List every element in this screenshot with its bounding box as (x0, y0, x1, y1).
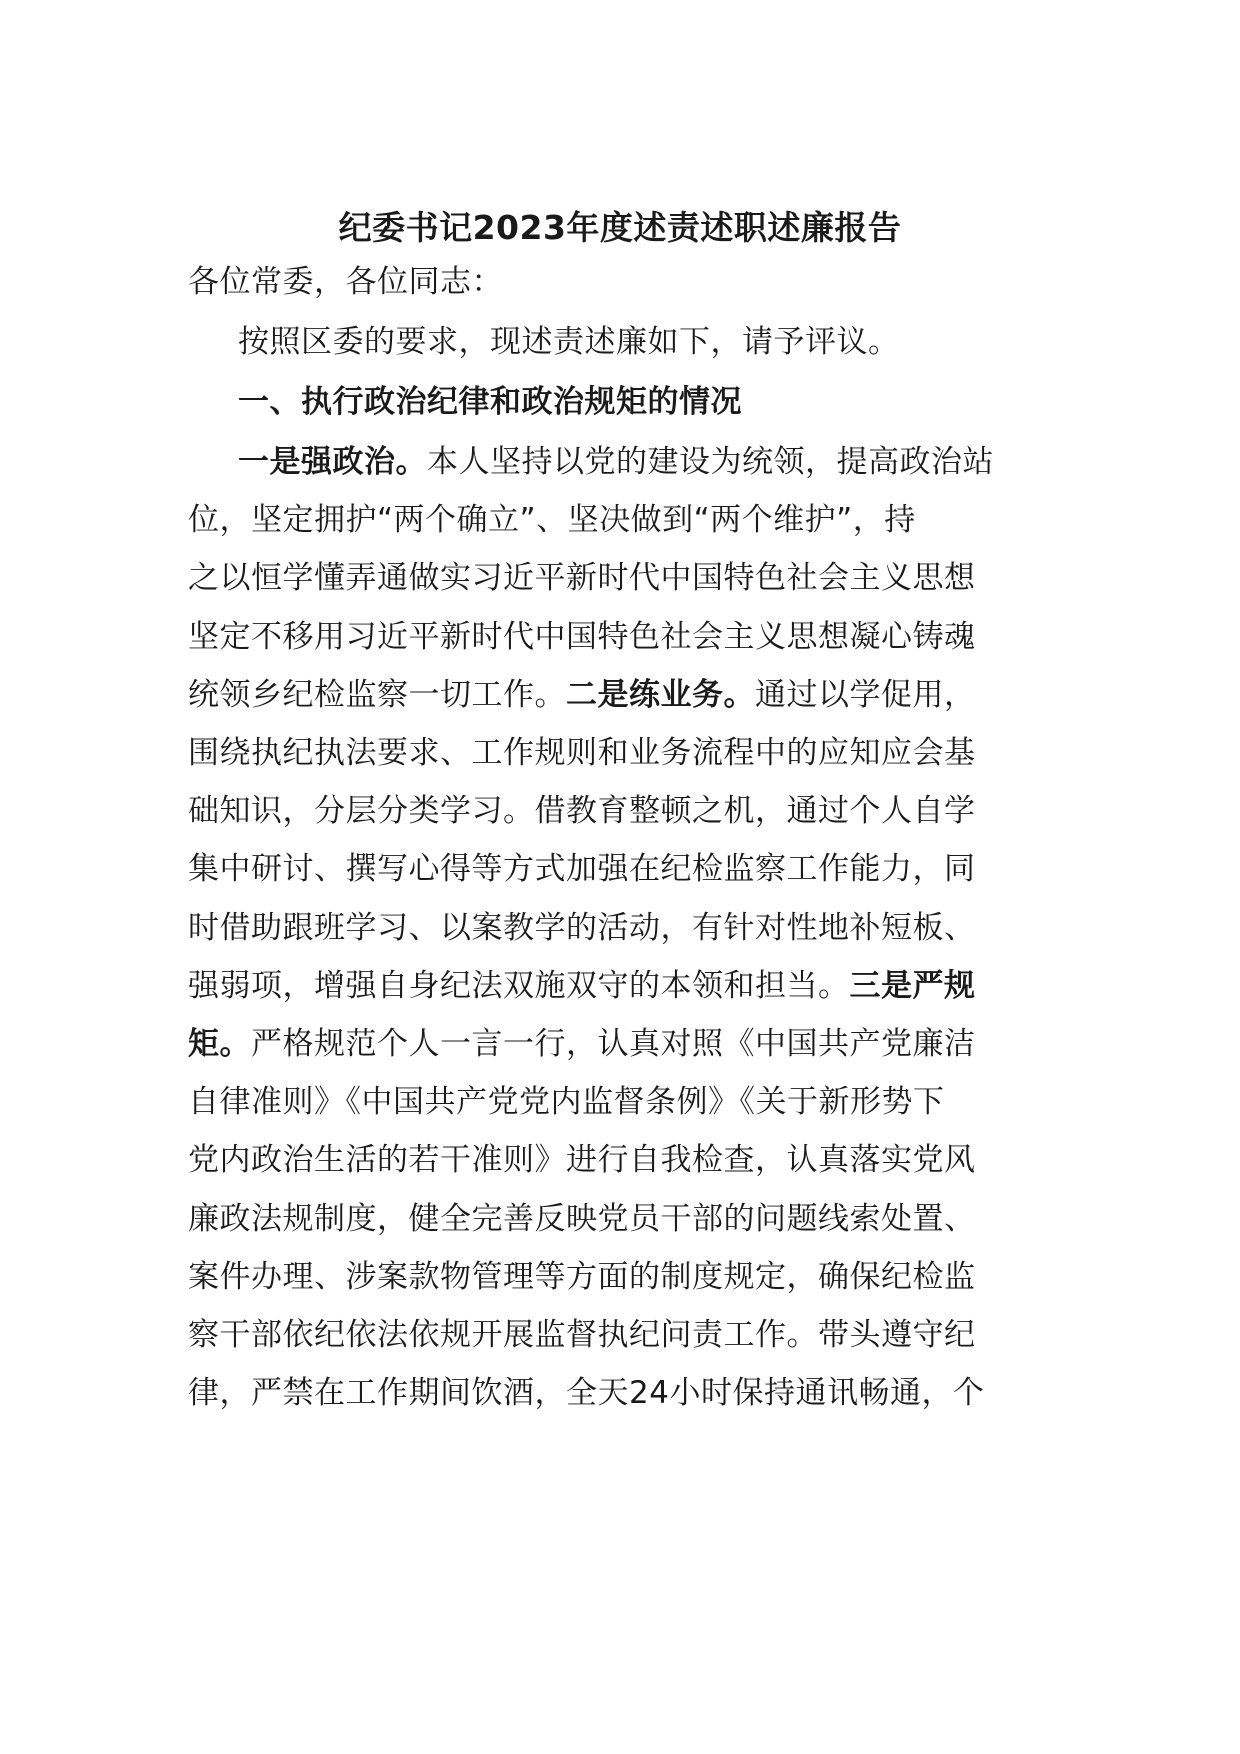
text-run: 强弱项，增强自身纪法双施双守的本领和担当。 (188, 968, 850, 1004)
text-run: 案件办理、涉案款物管理等方面的制度规定，确保纪检监 (188, 1259, 976, 1295)
text-run: 自律准则》《中国共产党党内监督条例》《关于新形势下 (188, 1084, 945, 1120)
text-run: 集中研讨、撰写心得等方式加强在纪检监察工作能力，同 (188, 851, 976, 887)
body-line (188, 1255, 976, 1299)
salutation: 各位常委，各位同志： (188, 264, 503, 300)
text-run: 本人坚持以党的建设为统领，提高政治站 (427, 444, 994, 480)
body-line (188, 906, 976, 950)
text-run: 察干部依纪依法依规开展监督执纪问责工作。带头遵守纪 (188, 1317, 976, 1353)
bold-lead-phrase: 二是练业务。 (566, 677, 755, 713)
body-line (188, 731, 976, 775)
body-line (188, 1197, 976, 1241)
body-line (188, 789, 976, 833)
text-run: 之以恒学懂弄通做实习近平新时代中国特色社会主义思想 (188, 560, 976, 596)
body-line (188, 615, 976, 659)
text-run: 通过以学促用， (755, 677, 976, 713)
body-line (188, 556, 976, 600)
body-line (188, 1022, 976, 1066)
text-run: 础知识，分层分类学习。借教育整顿之机，通过个人自学 (188, 793, 976, 829)
text-run: 党内政治生活的若干准则》进行自我检查，认真落实党风 (188, 1142, 976, 1178)
body-line (188, 1371, 984, 1415)
text-run: 统领乡纪检监察一切工作。 (188, 677, 566, 713)
text-run: 围绕执纪执法要求、工作规则和业务流程中的应知应会基 (188, 735, 976, 771)
body-line (188, 964, 976, 1008)
body-line (188, 1138, 976, 1182)
bold-lead-phrase: 矩。 (188, 1026, 251, 1062)
body-line (188, 673, 976, 717)
text-run: 律，严禁在工作期间饮酒，全天24小时保持通讯畅通，个 (188, 1375, 985, 1411)
body-line (188, 1313, 976, 1357)
body-line (238, 440, 994, 484)
document-title: 纪委书记2023年度述责述职述廉报告 (338, 208, 902, 247)
bold-lead-phrase: 一是强政治。 (238, 444, 427, 480)
section-heading: 一、执行政治纪律和政治规矩的情况 (238, 384, 742, 420)
text-run: 时借助跟班学习、以案教学的活动，有针对性地补短板、 (188, 910, 976, 946)
text-run: 坚定不移用习近平新时代中国特色社会主义思想凝心铸魂 (188, 619, 976, 655)
body-line (188, 847, 976, 891)
bold-lead-phrase: 三是严规 (849, 968, 976, 1004)
text-run: 位，坚定拥护“两个确立”、坚决做到“两个维护”，持 (188, 502, 916, 538)
intro-paragraph: 按照区委的要求，现述责述廉如下，请予评议。 (238, 324, 900, 360)
text-run: 廉政法规制度，健全完善反映党员干部的问题线索处置、 (188, 1201, 976, 1237)
text-run: 严格规范个人一言一行，认真对照《中国共产党廉洁 (251, 1026, 976, 1062)
body-line (188, 1080, 945, 1124)
body-line (188, 498, 916, 542)
